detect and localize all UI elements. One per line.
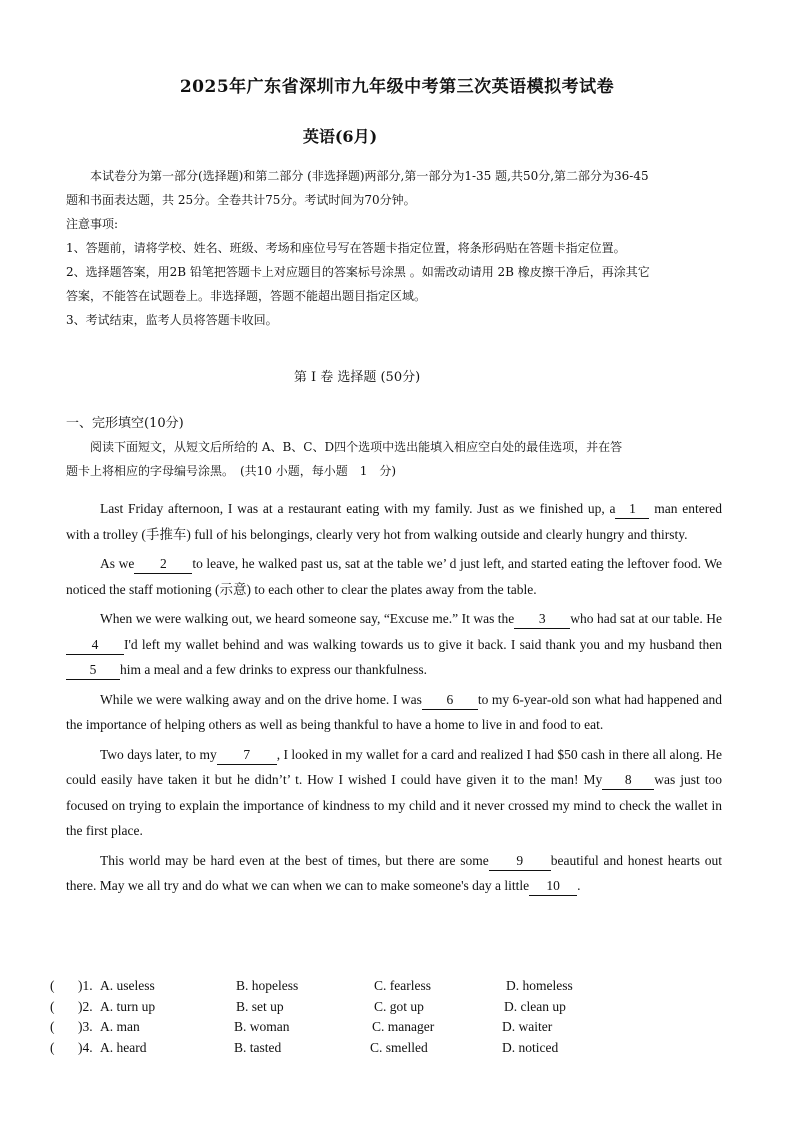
passage-text: beautiful and honest hearts out there. May we all try and do what we can when we can to make someone's day a little	[66, 852, 722, 893]
passage-paragraph-5	[66, 742, 722, 844]
option-b[interactable]: B. hopeless	[236, 978, 299, 993]
passage-text: While we were walking away and on the drive home. I was	[100, 691, 422, 707]
blank-2: 2	[134, 555, 192, 574]
passage-text: him a meal and a few drinks to express our thankfulness.	[120, 662, 428, 677]
exam-subtitle: 英语(6月)	[302, 127, 378, 146]
answer-paren[interactable]: (	[50, 1019, 55, 1034]
intro-line-2: 题和书面表达题，共 25分。全卷共计75分。考试时间为70分钟。	[66, 193, 416, 207]
exam-instructions	[66, 164, 722, 332]
passage-text: This world may be hard even at the best of times, but there are some	[100, 852, 489, 868]
blank-7: 7	[217, 746, 277, 765]
passage-text: As we	[100, 556, 135, 571]
answer-paren[interactable]: (	[50, 998, 55, 1014]
blank-5: 5	[66, 661, 120, 680]
blank-3: 3	[514, 610, 570, 629]
part-title: 第 I 卷 选择题 (50分)	[293, 370, 421, 385]
passage-paragraph-3	[66, 606, 722, 683]
answer-paren[interactable]: (	[50, 978, 55, 993]
passage-paragraph-1	[66, 496, 722, 547]
blank-8: 8	[602, 771, 654, 790]
section-instructions	[66, 435, 722, 483]
question-number: )1.	[78, 978, 93, 993]
option-c[interactable]: C. fearless	[374, 978, 431, 993]
blank-6: 6	[422, 691, 478, 710]
blank-4: 4	[66, 636, 124, 655]
question-number: )2.	[78, 998, 93, 1014]
intro-line-1: 本试卷分为第一部分(选择题)和第二部分 (非选择题)两部分,第一部分为1-35 题,共50分,第二部分为36-45	[90, 169, 649, 183]
blank-1: 1	[615, 500, 649, 519]
notice-title: 注意事项:	[66, 217, 119, 231]
option-d[interactable]: D. clean up	[504, 998, 566, 1014]
passage-text: I'd left my wallet behind and was walking towards us to give it back. I said thank you and my husband then	[124, 636, 722, 652]
option-c[interactable]: C. manager	[372, 1019, 435, 1034]
passage-text: Last Friday afternoon, I was at a restaurant eating with my family. Just as we finished up, a	[100, 501, 616, 516]
notice-item-2a: 2、选择题答案，用2B 铅笔把答题卡上对应题目的答案标号涂黑 。如需改动请用 2B 橡皮擦干净后，再涂其它	[66, 265, 650, 279]
option-b[interactable]: B. tasted	[234, 1039, 282, 1055]
passage-paragraph-6	[66, 848, 722, 899]
passage-text: to leave, he walked past us, sat at the table we’ d just left, and started eating the leftover food. We noticed the staff motioning (示意) to each other to clear the plates away from the table.	[66, 556, 722, 597]
cloze-passage	[66, 496, 722, 903]
passage-text: .	[577, 878, 581, 893]
blank-9: 9	[489, 852, 551, 871]
instruction-line-1: 阅读下面短文，从短文后所给的 A、B、C、D四个选项中选出能填入相应空白处的最佳选项，并在答	[90, 440, 623, 454]
answer-paren[interactable]: (	[50, 1039, 55, 1055]
section-title: 一、完形填空(10分)	[66, 416, 184, 431]
question-number: )4.	[78, 1039, 93, 1055]
question-number: )3.	[78, 1019, 93, 1034]
option-a[interactable]: A. turn up	[100, 998, 156, 1014]
passage-text: who had sat at our table. He	[570, 611, 722, 626]
option-d[interactable]: D. noticed	[502, 1039, 559, 1055]
option-a[interactable]: A. man	[100, 1019, 140, 1034]
passage-text: Two days later, to my	[100, 746, 217, 762]
option-a[interactable]: A. useless	[100, 978, 155, 993]
notice-item-3: 3、考试结束，监考人员将答题卡收回。	[66, 313, 278, 327]
section-header	[66, 412, 722, 483]
option-a[interactable]: A. heard	[100, 1039, 147, 1055]
option-c[interactable]: C. smelled	[370, 1039, 428, 1055]
blank-10: 10	[529, 877, 577, 896]
notice-item-2b: 答案，不能答在试题卷上。非选择题，答题不能超出题目指定区域。	[66, 289, 427, 303]
option-b[interactable]: B. woman	[234, 1019, 290, 1034]
exam-title: 2025年广东省深圳市九年级中考第三次英语模拟考试卷	[179, 77, 615, 97]
passage-text: , I looked in my wallet for a card and realized I had $50 cash in there all along. He could easily have taken it but he didn’t’ t. How I wished I could have given it to the man! My	[66, 746, 723, 787]
instruction-line-2: 题卡上将相应的字母编号涂黑。 (共10 小题，每小题 1 分)	[66, 464, 397, 478]
passage-text: to my 6-year-old son what had happened and the importance of helping others as well as being thankful to have a home to live in and food to eat.	[66, 691, 722, 732]
notice-item-1: 1、答题前，请将学校、姓名、班级、考场和座位号写在答题卡指定位置，将条形码贴在答题卡指定位置。	[66, 241, 626, 255]
passage-text: man entered with a trolley (手推车) full of his belongings, clearly very hot from walking outside and clearly hungry and thirsty.	[66, 501, 722, 542]
passage-text: When we were walking out, we heard someone say, “Excuse me.” It was the	[100, 611, 515, 626]
option-d[interactable]: D. homeless	[506, 978, 573, 993]
option-d[interactable]: D. waiter	[502, 1019, 553, 1034]
passage-paragraph-2	[66, 551, 722, 602]
option-b[interactable]: B. set up	[236, 998, 284, 1014]
passage-paragraph-4	[66, 687, 722, 738]
passage-text: was just too focused on trying to explain the importance of kindness to my child and it never crossed my mind to check the wallet in the first place.	[66, 772, 722, 838]
option-c[interactable]: C. got up	[374, 998, 424, 1014]
